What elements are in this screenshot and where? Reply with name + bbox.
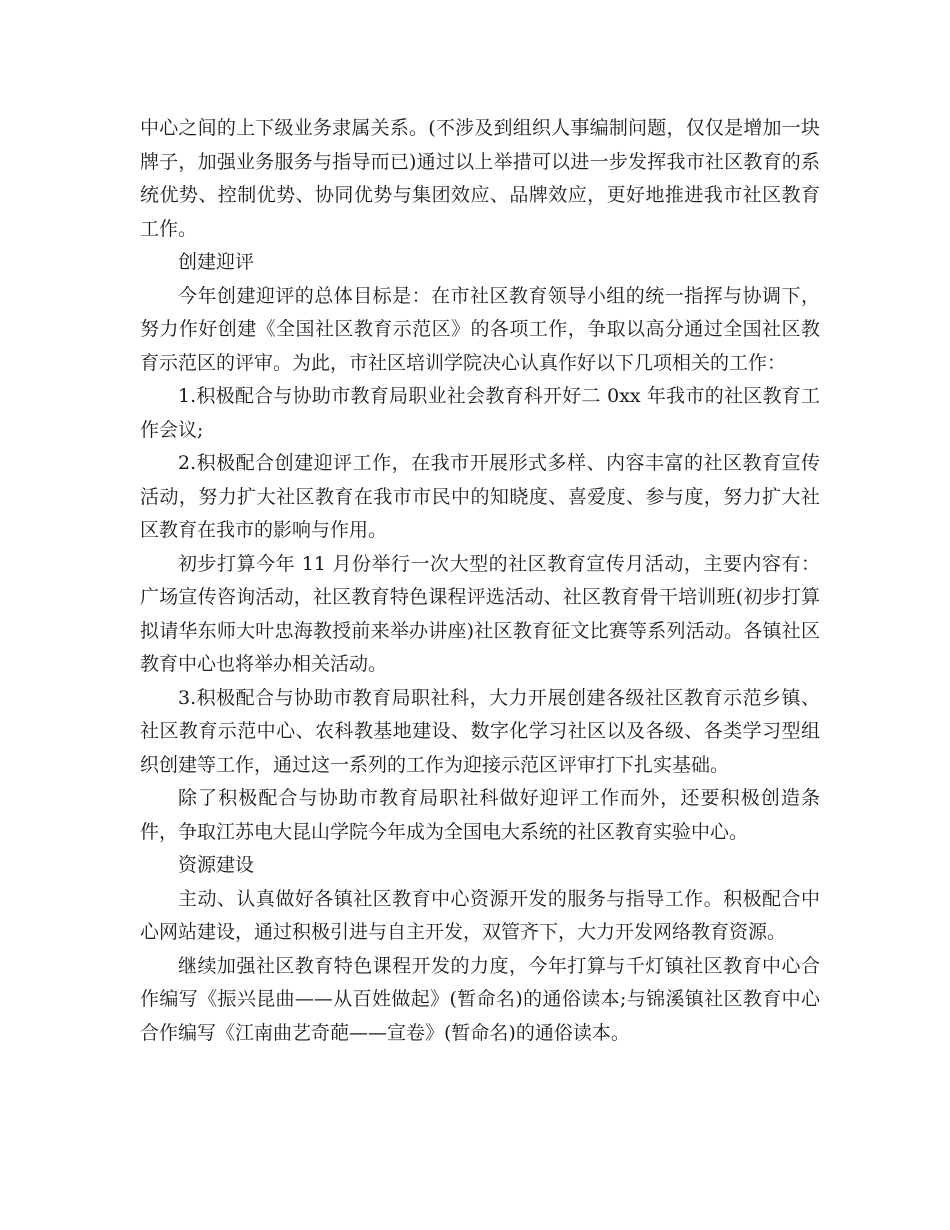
- paragraph-publicity-month: 初步打算今年 11 月份举行一次大型的社区教育宣传月活动，主要内容有：广场宣传咨询活动，社区教育特色课程评选活动、社区教育骨干培训班(初步打算拟请华东师大叶忠海教授前来举办讲座)社区教育征文比赛等系列活动。各镇社区教育中心也将举办相关活动。: [140, 552, 820, 675]
- document-body: [140, 112, 820, 1050]
- paragraph-course-development: 继续加强社区教育特色课程开发的力度，今年打算与千灯镇社区教育中心合作编写《振兴昆曲——从百姓做起》(暂命名)的通俗读本;与锦溪镇社区教育中心合作编写《江南曲艺奇葩——宣卷》(暂命名)的通俗读本。: [140, 954, 820, 1044]
- paragraph-experiment-center: 除了积极配合与协助市教育局职社科做好迎评工作而外，还要积极创造条件，争取江苏电大昆山学院今年成为全国电大系统的社区教育实验中心。: [140, 787, 820, 843]
- list-item-3: 3.积极配合与协助市教育局职社科，大力开展创建各级社区教育示范乡镇、社区教育示范中心、农科教基地建设、数字化学习社区以及各级、各类学习型组织创建等工作，通过这一系列的工作为迎接示范区评审打下扎实基础。: [140, 686, 820, 776]
- paragraph-resource-development: 主动、认真做好各镇社区教育中心资源开发的服务与指导工作。积极配合中心网站建设，通过积极引进与自主开发，双管齐下，大力开发网络教育资源。: [140, 887, 820, 943]
- list-item-2: 2.积极配合创建迎评工作，在我市开展形式多样、内容丰富的社区教育宣传活动，努力扩大社区教育在我市市民中的知晓度、喜爱度、参与度，努力扩大社区教育在我市的影响与作用。: [140, 452, 820, 541]
- section-heading-ziyuan-jianshe: 资源建设: [178, 854, 255, 876]
- paragraph-overall-goal: 今年创建迎评的总体目标是：在市社区教育领导小组的统一指挥与协调下，努力作好创建《全国社区教育示范区》的各项工作，争取以高分通过全国社区教育示范区的评审。为此，市社区培训学院决心认真作好以下几项相关的工作：: [140, 284, 820, 374]
- section-heading-chuangjian-yingping: 创建迎评: [178, 251, 255, 273]
- paragraph-continuation: 中心之间的上下级业务隶属关系。(不涉及到组织人事编制问题，仅仅是增加一块牌子，加强业务服务与指导而已)通过以上举措可以进一步发挥我市社区教育的系统优势、控制优势、协同优势与集团效应、品牌效应，更好地推进我市社区教育工作。: [140, 117, 820, 240]
- list-item-1: 1.积极配合与协助市教育局职业社会教育科开好二 0xx 年我市的社区教育工作会议;: [140, 385, 820, 441]
